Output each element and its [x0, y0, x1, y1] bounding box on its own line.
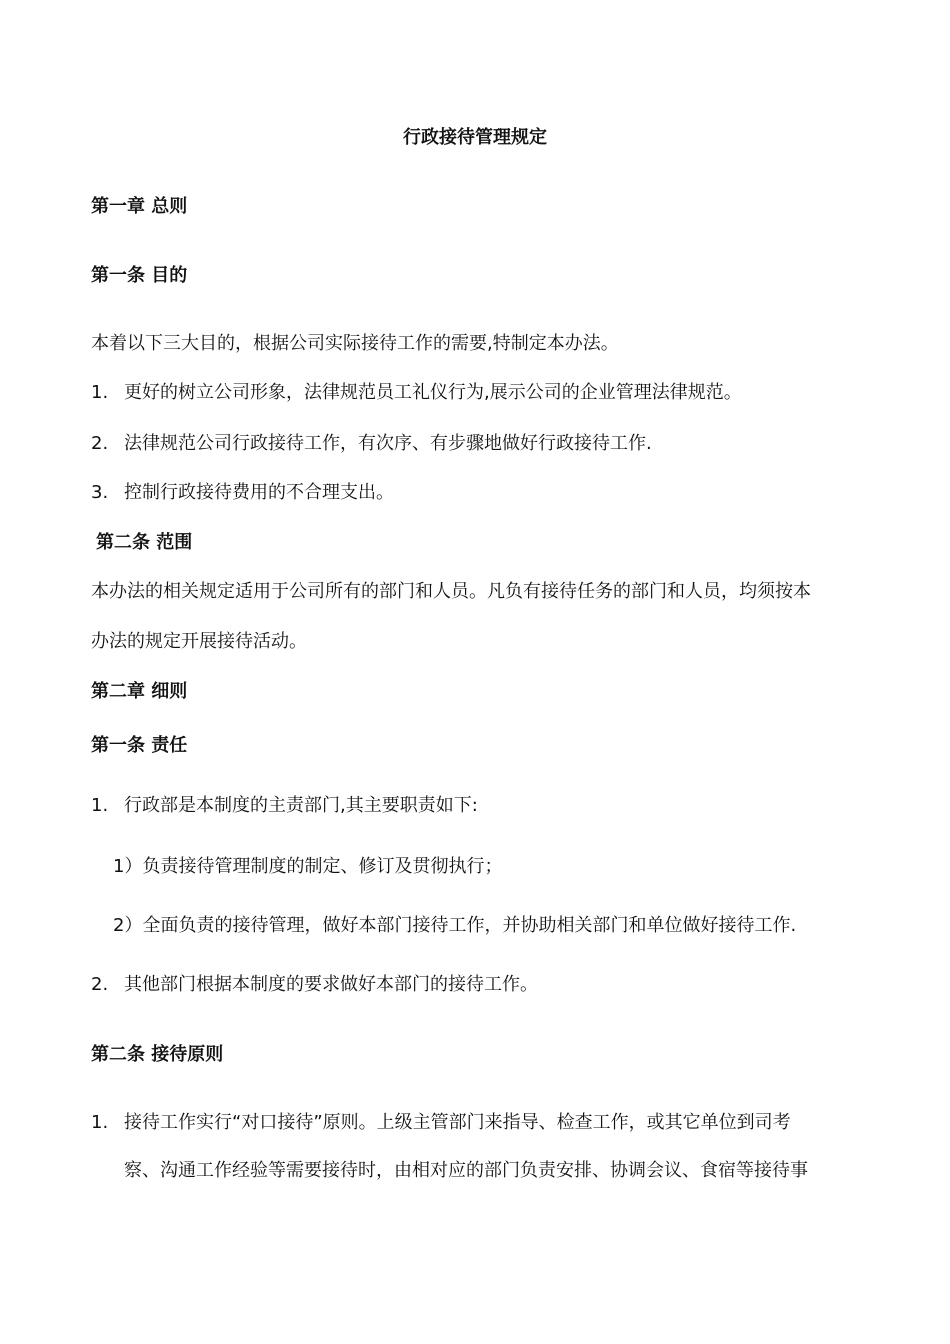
list-item-number: 2. — [91, 433, 109, 454]
chapter-1-heading: 第一章 总则 — [91, 196, 188, 217]
list-item-number: 1. — [91, 1112, 109, 1133]
list-item-text: 控制行政接待费用的不合理支出。 — [124, 482, 394, 503]
list-item-text-line-1: 接待工作实行“对口接待”原则。上级主管部门来指导、检查工作，或其它单位到司考 — [124, 1112, 791, 1133]
article-1-heading: 第一条 目的 — [91, 265, 188, 286]
article-2-heading: 第二条 范围 — [96, 532, 193, 553]
list-item-number: 2. — [91, 974, 109, 995]
sub-item-text: 1）负责接待管理制度的制定、修订及贯彻执行； — [113, 856, 503, 877]
chapter-2-article-2-heading: 第二条 接待原则 — [91, 1044, 224, 1065]
list-item-text: 其他部门根据本制度的要求做好本部门的接待工作。 — [124, 974, 538, 995]
article-1-intro: 本着以下三大目的，根据公司实际接待工作的需要,特制定本办法。 — [91, 333, 619, 354]
article-2-text-line-2: 办法的规定开展接待活动。 — [91, 631, 307, 652]
list-item-text: 行政部是本制度的主责部门,其主要职责如下: — [124, 795, 478, 816]
list-item-number: 3. — [91, 482, 109, 503]
document-title: 行政接待管理规定 — [403, 127, 547, 148]
list-item-text-line-2: 察、沟通工作经验等需要接待时，由相对应的部门负责安排、协调会议、食宿等接待事 — [124, 1160, 808, 1181]
list-item-number: 1. — [91, 795, 109, 816]
chapter-2-heading: 第二章 细则 — [91, 681, 188, 702]
list-item-number: 1. — [91, 382, 109, 403]
sub-item-text: 2）全面负责的接待管理，做好本部门接待工作，并协助相关部门和单位做好接待工作. — [113, 915, 797, 936]
chapter-2-article-1-heading: 第一条 责任 — [91, 735, 188, 756]
list-item-text: 法律规范公司行政接待工作，有次序、有步骤地做好行政接待工作. — [124, 433, 652, 454]
list-item-text: 更好的树立公司形象，法律规范员工礼仪行为,展示公司的企业管理法律规范。 — [124, 382, 742, 403]
article-2-text-line-1: 本办法的相关规定适用于公司所有的部门和人员。凡负有接待任务的部门和人员，均须按本 — [91, 581, 811, 602]
